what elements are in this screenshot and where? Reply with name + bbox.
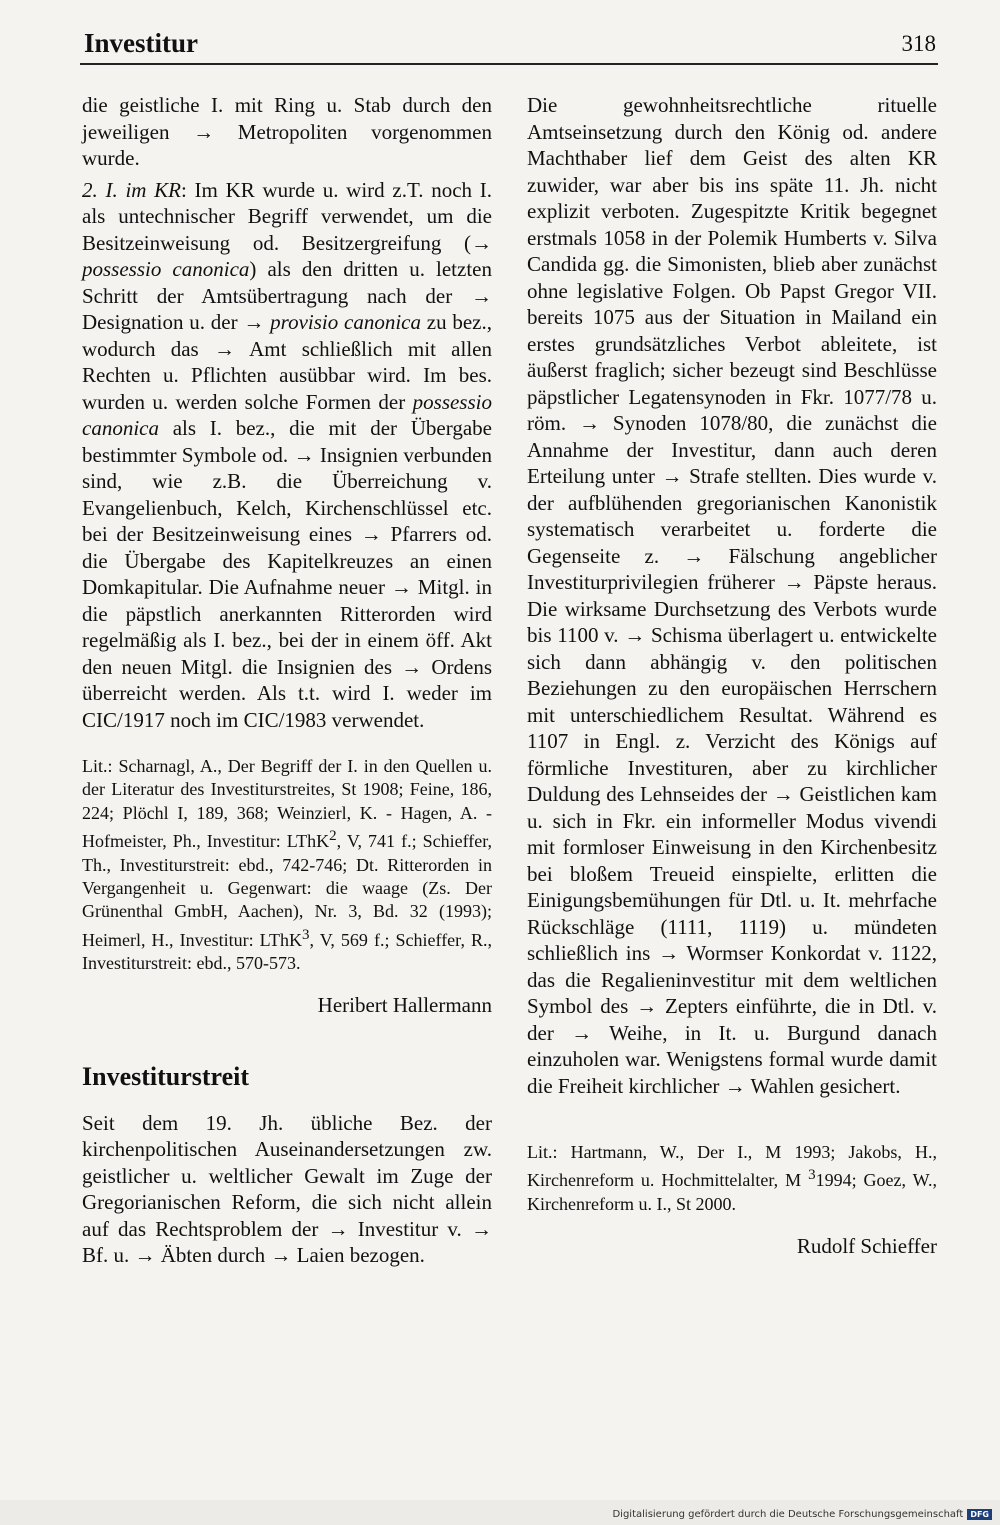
paragraph-continuation: die geistliche I. mit Ring u. Stab durch den jeweiligen → Metropoliten vorgenommen wurde.	[82, 93, 492, 170]
running-header-title: Investitur	[84, 28, 198, 58]
section-lead: 2. I. im KR	[82, 177, 181, 202]
page-number: 318	[901, 31, 936, 56]
digitization-footer	[612, 1509, 992, 1520]
header-rule	[80, 63, 938, 65]
literature-list: Lit.: Hartmann, W., Der I., M 1993; Jakobs, H., Kirchenreform u. Hochmittelalter, M $^3$1994; Goez, W., Kirchenreform u. I., St 2000.	[527, 1142, 937, 1214]
paragraph-intro: Seit dem 19. Jh. übliche Bez. der kirchenpolitischen Auseinandersetzungen zw. geistlicher u. weltlicher Gewalt im Zuge der Gregorianischen Reform, die sich nicht allein auf das Rechtsproblem der → Investitur v. → Bf. u. → Äbten durch → Laien bezogen.	[82, 1110, 492, 1268]
left-column	[82, 92, 492, 1269]
right-column	[527, 92, 937, 1259]
article-heading: Investiturstreit	[82, 1061, 250, 1091]
paragraph-section-2: 2. I. im KR: Im KR wurde u. wird z.T. noch I. als untechnischer Begriff verwendet, um die Besitzeinweisung od. Besitzergreifung (→ possessio canonica) als den dritten u. letzten Schritt der Amtsübertragung nach der → Designation u. der → provisio canonica zu bez., wodurch das → Amt schließlich mit allen Rechten u. Pflichten ausübbar wird. Im bes. wurden u. werden solche Formen der possessio canonica als I. bez., die mit der Übergabe bestimmter Symbole od. → Insignien verbunden sind, wie z.B. die Überreichung v. Evangelienbuch, Kelch, Kirchenschlüssel etc. bei der Besitzeinweisung eines → Pfarrers od. die Übergabe des Kapitelkreuzes an einen Domkapitular. Die Aufnahme neuer → Mitgl. in die päpstlich anerkannten Ritterorden wird regelmäßig als I. bez., bei der in einem öff. Akt den neuen Mitgl. die Insignien des → Ordens überreicht werden. Als t.t. wird I. weder im CIC/1917 noch im CIC/1983 verwendet.	[82, 177, 493, 732]
footer-text: Digitalisierung gefördert durch die Deutsche Forschungsgemeinschaft	[612, 1509, 964, 1520]
paragraph-body: Die gewohnheitsrechtliche rituelle Amtseinsetzung durch den König od. andere Machthaber lief dem Geist des alten KR zuwider, war aber bis ins späte 11. Jh. nicht explizit verboten. Zugespitzte Kritik begegnet erstmals 1058 in der Polemik Humberts v. Silva Candida gg. die Simonisten, blieb aber zunächst ohne legislative Folgen. Ob Papst Gregor VII. bereits 1075 aus der Situation in Mailand ein erstes grundsätzliches Verbot ableitete, ist äußerst fraglich; sicher bezeugt sind Beschlüsse päpstlicher Legatensynoden in Fkr. 1077/78 u. röm. → Synoden 1078/80, die zunächst die Annahme der Investitur, dann auch deren Erteilung unter → Strafe stellten. Dies wurde v. der aufblühenden gregorianischen Kanonistik systematisch verarbeitet u. forderte die Gegenseite z. → Fälschung angeblicher Investiturprivilegien früherer → Päpste heraus. Die wirksame Durchsetzung des Verbots wurde bis 1100 v. → Schisma überlagert u. entwickelte sich dann abhängig v. den politischen Beziehungen zu den europäischen Herrschern mit unterschiedlichem Resultat. Während es 1107 in Engl. z. Verzicht des Königs auf förmliche Investituren, aber zu kirchlicher Duldung des Lehnseides der → Geistlichen kam u. sich in Fkr. ein informeller Modus vivendi mit formloser Einweisung in den Kirchenbesitz bei bloßem Treueid einspielte, erlitten die Einigungsbemühungen für Dtl. u. It. mehrfache Rückschläge (1111, 1119) u. mündeten schließlich ins → Wormser Konkordat v. 1122, das die Regalieninvestitur mit dem weltlichen Symbol des → Zepters einführte, die in Dtl. v. der → Weihe, in It. u. Burgund danach einzuholen war. Wenigstens formal wurde damit die Freiheit kirchlicher → Wahlen gesichert.	[527, 93, 937, 1098]
dfg-logo: DFG	[967, 1509, 992, 1520]
literature-list: Lit.: Scharnagl, A., Der Begriff der I. in den Quellen u. der Literatur des Investiturstreites, St 1908; Feine, 186, 224; Plöchl I, 189, 368; Weinzierl, K. - Hagen, A. - Hofmeister, Ph., Investitur: LThK$^2$, V, 741 f.; Schieffer, Th., Investiturstreit: ebd., 742-746; Dt. Ritterorden in Vergangenheit u. Gegenwart: die waage (Zs. Der Grünenthal GmbH, Aachen), Nr. 3, Bd. 32 (1993); Heimerl, H., Investitur: LThK$^3$, V, 569 f.; Schieffer, R., Investiturstreit: ebd., 570-573.	[82, 756, 493, 974]
author-signature: Rudolf Schieffer	[796, 1234, 937, 1259]
author-signature: Heribert Hallermann	[317, 992, 492, 1017]
